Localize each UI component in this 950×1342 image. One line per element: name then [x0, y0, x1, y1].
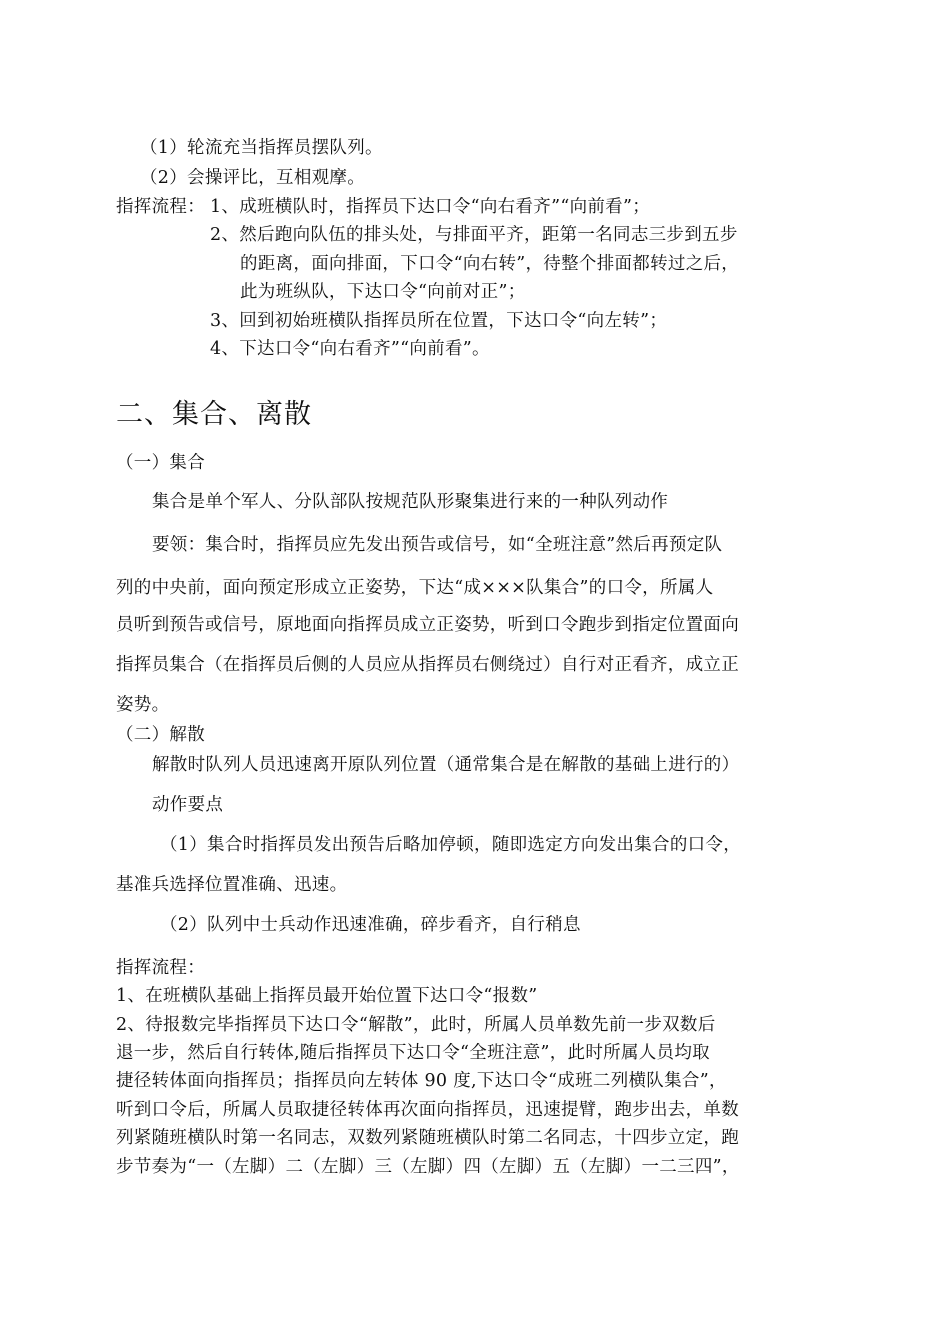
paragraph-line: （1）集合时指挥员发出预告后略加停顿，随即选定方向发出集合的口令，: [160, 835, 742, 855]
flow-step-cont: 的距离，面向排面，下口令“向右转”，待整个排面都转过之后，: [240, 254, 740, 274]
flow-step: 2、待报数完毕指挥员下达口令“解散”，此时，所属人员单数先前一步双数后: [116, 1015, 716, 1035]
paragraph-line: （2）队列中士兵动作迅速准确，碎步看齐，自行稍息: [160, 915, 581, 935]
flow-label: 指挥流程：: [116, 197, 205, 217]
paragraph-line: 要领：集合时，指挥员应先发出预告或信号，如“全班注意”然后再预定队: [152, 535, 723, 555]
flow-step: 4、下达口令“向右看齐”“向前看”。: [210, 339, 490, 359]
flow-step-cont: 捷径转体面向指挥员；指挥员向左转体 90 度,下达口令“成班二列横队集合”，: [116, 1071, 727, 1091]
section-heading: 二、集合、离散: [116, 399, 312, 430]
flow-step-cont: 列紧随班横队时第一名同志，双数列紧随班横队时第二名同志，十四步立定，跑: [116, 1128, 739, 1148]
paragraph-line: 员听到预告或信号，原地面向指挥员成立正姿势，听到口令跑步到指定位置面向: [116, 615, 739, 635]
flow-step: 1、在班横队基础上指挥员最开始位置下达口令“报数”: [116, 986, 538, 1006]
flow-step-cont: 步节奏为“一（左脚）二（左脚）三（左脚）四（左脚）五（左脚）一二三四”，: [116, 1157, 740, 1177]
flow-step: 3、回到初始班横队指挥员所在位置，下达口令“向左转”；: [210, 311, 668, 331]
points-title: 动作要点: [152, 795, 224, 815]
subheading: （二）解散: [116, 725, 205, 745]
flow-step-cont: 退一步，然后自行转体,随后指挥员下达口令“全班注意”，此时所属人员均取: [116, 1043, 710, 1063]
flow-step-cont: 此为班纵队，下达口令“向前对正”；: [240, 282, 526, 302]
paragraph-line: 姿势。: [116, 695, 170, 715]
paragraph-line: 指挥员集合（在指挥员后侧的人员应从指挥员右侧绕过）自行对正看齐，成立正: [116, 655, 739, 675]
subheading: （一）集合: [116, 453, 205, 473]
paragraph-line: 基准兵选择位置准确、迅速。: [116, 875, 348, 895]
paragraph-line: 列的中央前，面向预定形成立正姿势，下达“成×××队集合”的口令，所属人: [116, 578, 714, 598]
paragraph-line: 解散时队列人员迅速离开原队列位置（通常集合是在解散的基础上进行的）: [152, 755, 740, 775]
flow-step: 1、成班横队时，指挥员下达口令“向右看齐”“向前看”；: [210, 197, 651, 217]
flow-label: 指挥流程：: [116, 958, 205, 978]
flow-step: 2、然后跑向队伍的排头处，与排面平齐，距第一名同志三步到五步: [210, 225, 738, 245]
paragraph-line: 集合是单个军人、分队部队按规范队形聚集进行来的一种队列动作: [152, 492, 669, 512]
list-item: （1）轮流充当指挥员摆队列。: [140, 138, 383, 158]
list-item: （2）会操评比，互相观摩。: [140, 168, 366, 188]
flow-step-cont: 听到口令后，所属人员取捷径转体再次面向指挥员，迅速提臂，跑步出去，单数: [116, 1100, 739, 1120]
